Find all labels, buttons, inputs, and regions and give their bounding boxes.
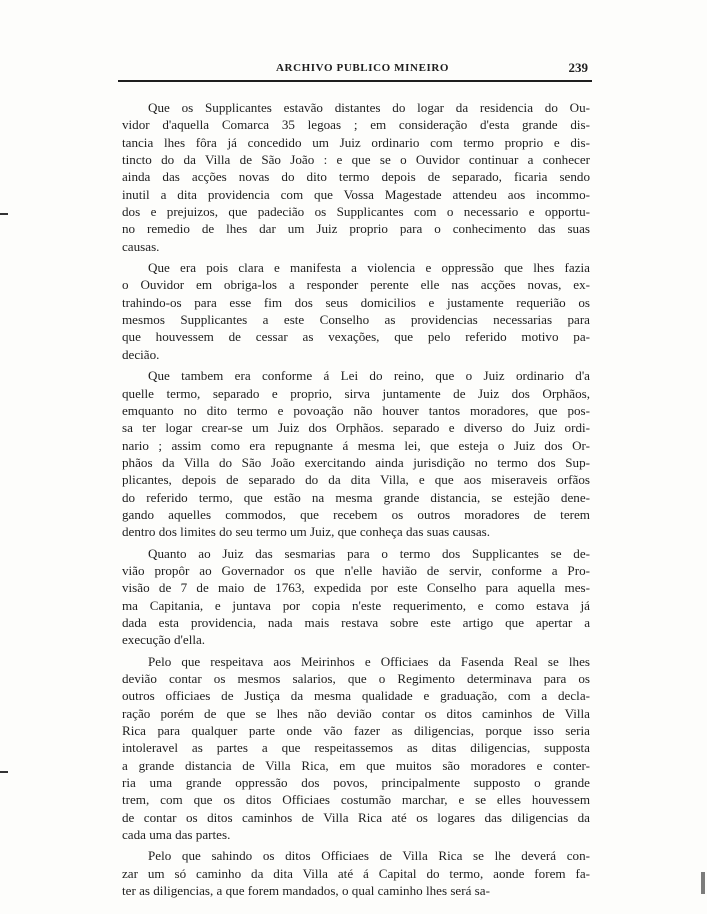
text-line: ma Capitania, e juntava por copia n'este requerimento, e como estava já (122, 597, 590, 613)
text-line: ainda das acções novas do dito termo depois de separado, ficaria sendo (122, 169, 590, 185)
text-line: plicantes, depois de separado do da dita Villa, e que aos miseraveis orfãos (122, 472, 590, 488)
text-line: dos e prejuizos, que padecião os Supplicantes com o necessario e opportu- (122, 204, 590, 220)
text-line: Quanto ao Juiz das sesmarias para o termo dos Supplicantes se de- (148, 545, 590, 561)
text-line: do referido termo, que estão na mesma grande distancia, se estejão dene- (122, 489, 590, 505)
text-line: Pelo que sahindo os ditos Officiaes de Villa Rica se lhe deverá con- (148, 848, 590, 864)
text-line: intoleravel as partes a que respeitassemos as ditas diligencias, supposta (122, 740, 590, 756)
text-line: vião propôr ao Governador os que n'elle havião de servir, conforme a Pro- (122, 562, 590, 578)
text-line: emquanto no dito termo e povoação não houver tantos moradores, que pos- (122, 402, 590, 418)
text-line: trem, com que os ditos Officiaes costumão marchar, e se elles houvessem (122, 792, 590, 808)
header-rule (118, 80, 592, 82)
text-line: dada esta providencia, nada mais restava sobre este artigo que apertar a (122, 614, 590, 630)
paragraph (122, 367, 590, 540)
text-line: cada uma das partes. (122, 827, 231, 843)
text-line: gando aquelles commodos, que recebem os outros moradores de terem (122, 506, 590, 522)
text-line: execução d'ella. (122, 632, 206, 648)
text-line: Que era pois clara e manifesta a violencia e oppressão que lhes fazia (148, 260, 590, 276)
margin-speck (701, 872, 705, 894)
text-line: dentro dos limites do seu termo um Juiz, que conheça das suas causas. (122, 524, 490, 540)
paragraph (122, 99, 590, 255)
text-line: sa ter logar crear-se um Juiz dos Orphãos. separado e diverso do Juiz ordi- (122, 420, 590, 436)
paragraph (122, 545, 590, 649)
text-line: a grande distancia de Villa Rica, em que muitos são moradores e conter- (122, 757, 590, 773)
text-line: causas. (122, 238, 160, 254)
text-line: Pelo que respeitava aos Meirinhos e Officiaes da Fasenda Real se lhes (148, 653, 590, 669)
text-line: de contar os ditos caminhos de Villa Rica até os logares das diligencias da (122, 809, 590, 825)
page-header (118, 60, 592, 82)
text-line: devião contar os mesmos salarios, que o Regimento determinava para os (122, 671, 590, 686)
text-line: trahindo-os para esse fim dos seus domicilios e justamente requerião os (122, 294, 590, 310)
text-line: Rica para qualquer parte onde vão fazer as diligencias, porque isso seria (122, 723, 590, 739)
margin-mark (0, 771, 8, 773)
text-line: tincto do da Villa de São João : e que se o Ouvidor continuar a conhecer (122, 152, 590, 168)
text-line: outros officiaes de Justiça da mesma qualidade e graduação, com a decla- (122, 688, 590, 704)
text-line: decião. (122, 346, 160, 362)
text-line: ração porém de que se lhes não devião contar os ditos caminhos de Villa (122, 705, 590, 721)
paragraph (122, 259, 590, 363)
text-line: nario ; assim como era repugnante á mesma lei, que esteja o Juiz dos Or- (122, 437, 590, 453)
page-number: 239 (568, 60, 588, 75)
text-line: visão de 7 de maio de 1763, expedida por este Conselho para aquella mes- (122, 580, 590, 596)
text-line: ria uma grande oppressão dos povos, principalmente supposto o grande (122, 775, 590, 791)
text-line: que houvessem de cessar as vexações, que pelo referido motivo pa- (122, 329, 590, 345)
margin-mark (0, 213, 8, 215)
body-text (122, 99, 590, 899)
running-title: ARCHIVO PUBLICO MINEIRO (276, 62, 450, 74)
paragraph (122, 847, 590, 899)
text-line: Que tambem era conforme á Lei do reino, que o Juiz ordinario d'a (148, 368, 590, 384)
text-line: mesmos Supplicantes a este Conselho as providencias necessarias para (122, 312, 590, 328)
text-line: phãos da Villa do São João exercitando ainda jurisdição no termo dos Sup- (122, 454, 590, 470)
text-line: o Ouvidor em obriga-los a responder perente elle nas acções novas, ex- (122, 277, 590, 293)
text-line: no remedio de lhes dar um Juiz proprio para o conhecimento das suas (122, 221, 590, 237)
text-line: tancia lhes fôra já concedido um Juiz ordinario com termo proprio e dis- (122, 134, 590, 150)
text-line: Que os Supplicantes estavão distantes do logar da residencia do Ou- (148, 100, 590, 115)
text-line: vidor d'aquella Comarca 35 legoas ; em consideração d'esta grande dis- (122, 117, 590, 133)
paragraph (122, 653, 590, 844)
text-line: quelle termo, separado e proprio, sirva juntamente de Juiz dos Orphãos, (122, 385, 590, 401)
text-line: zar um só caminho da dita Villa até á Capital do termo, aonde forem fa- (122, 865, 590, 881)
text-line: ter as diligencias, a que forem mandados, o qual caminho lhes será sa- (122, 883, 490, 899)
text-line: inutil a dita providencia com que Vossa Magestade attendeu aos incommo- (122, 186, 590, 202)
